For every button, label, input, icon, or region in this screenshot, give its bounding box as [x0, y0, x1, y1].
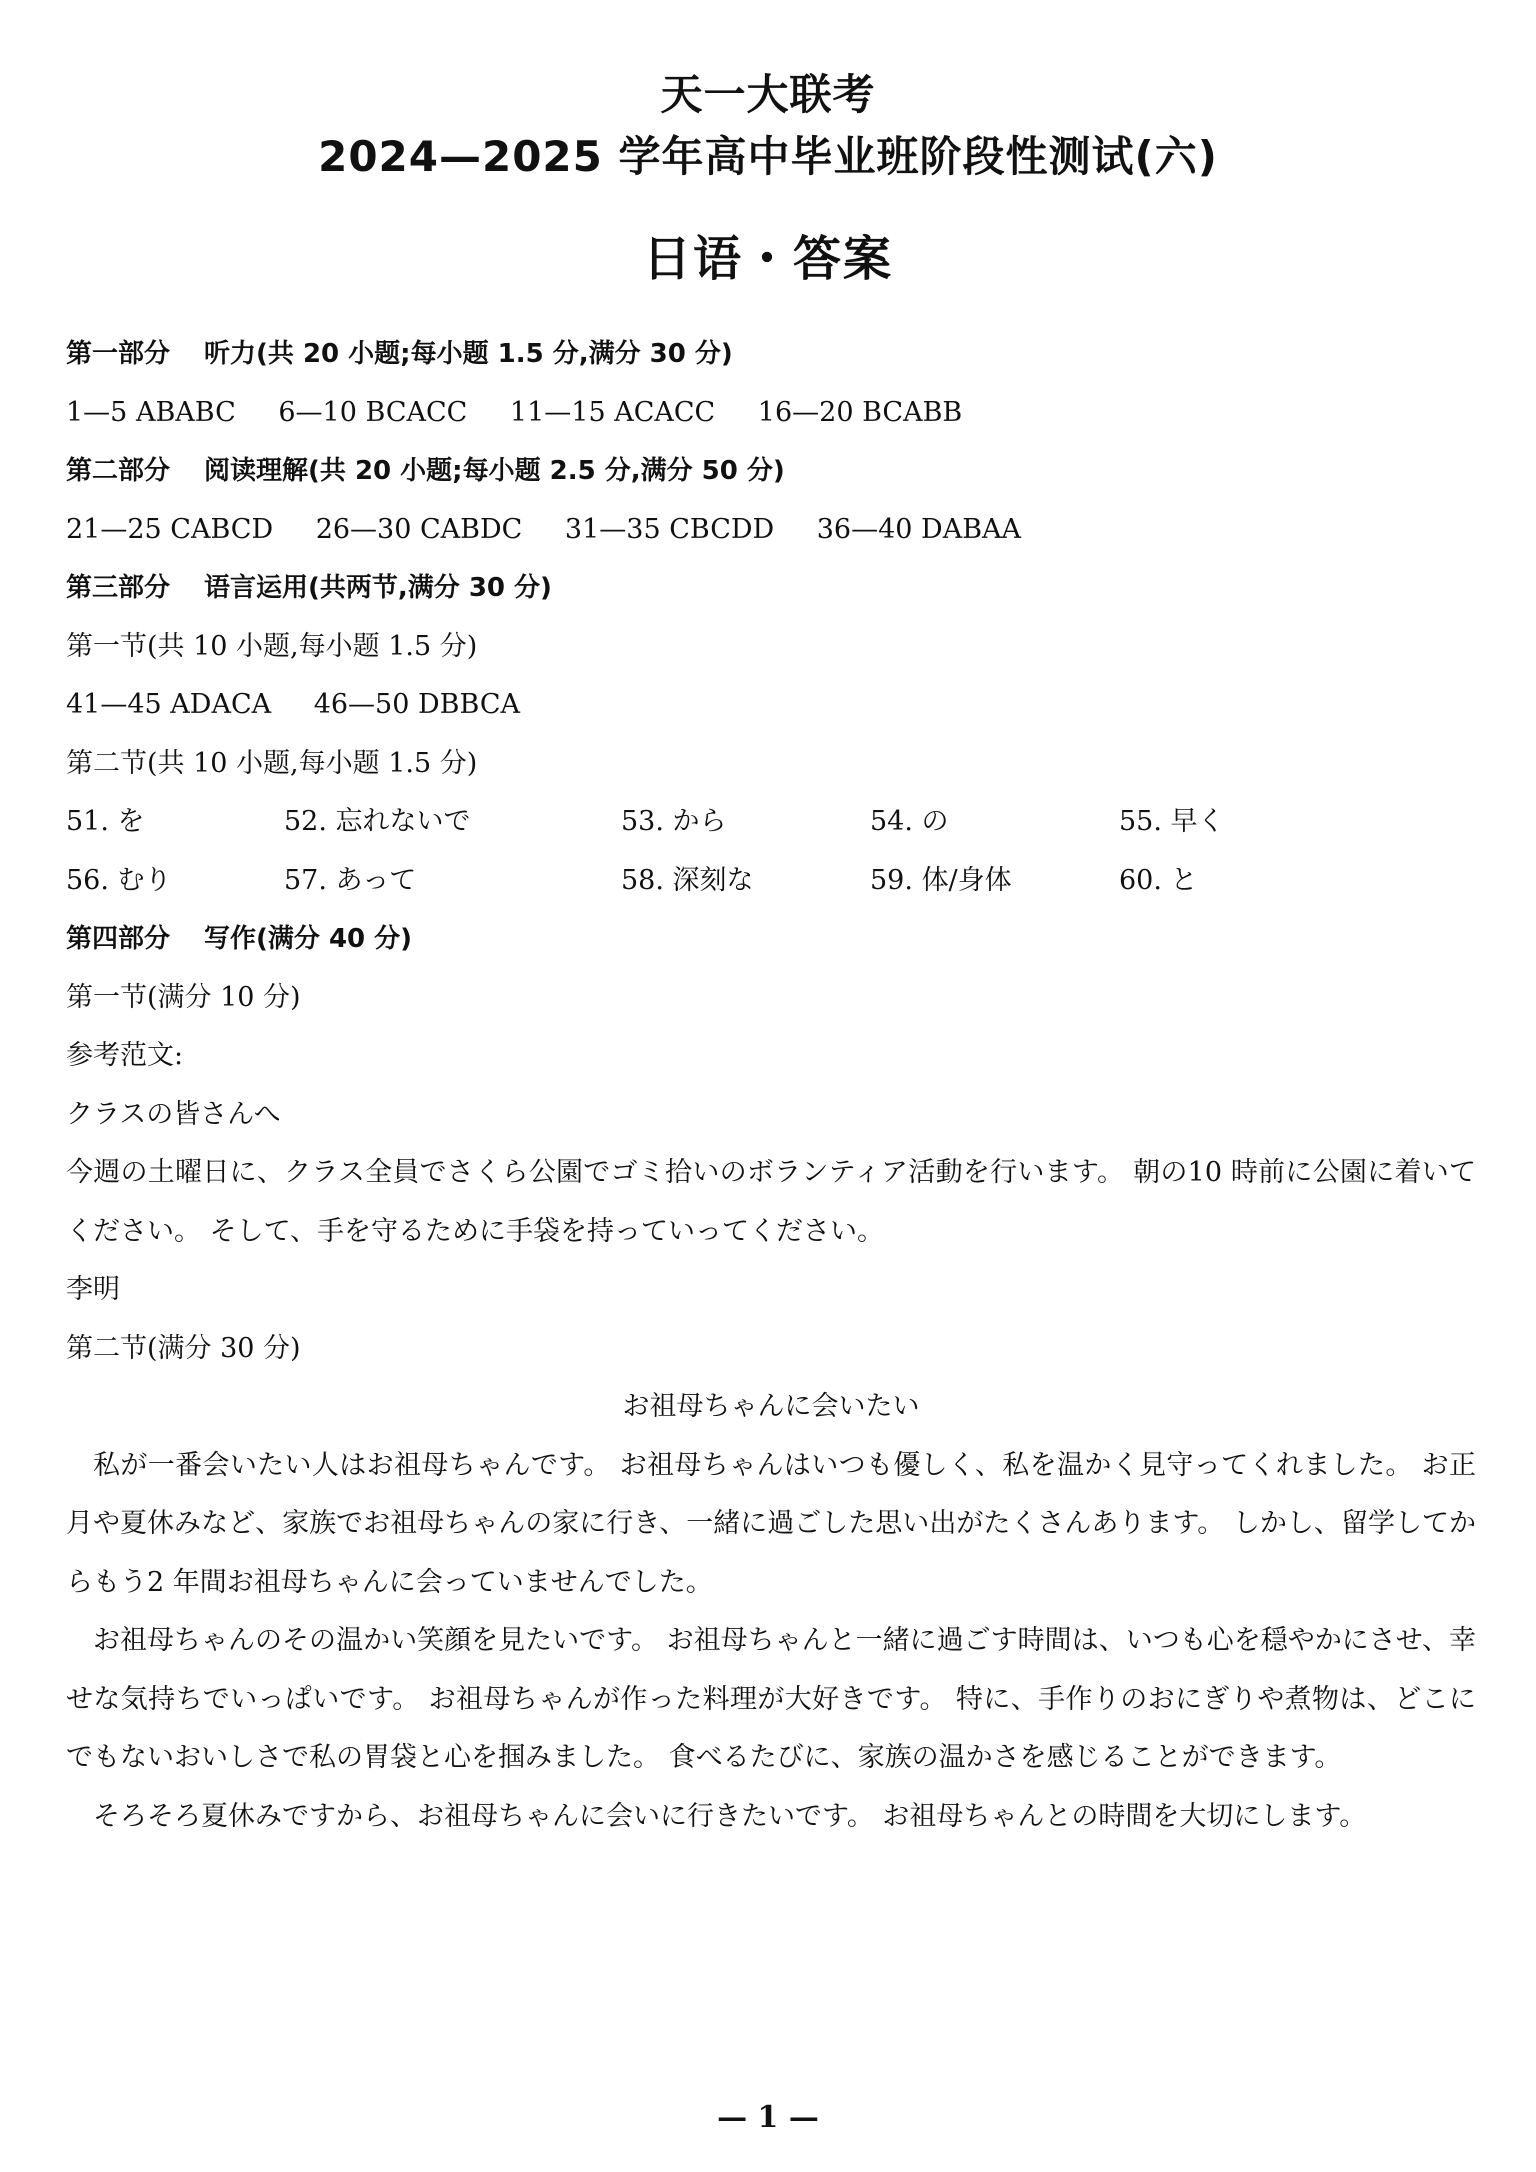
- part1-answers: [66, 384, 1476, 443]
- part4-title: 写作(满分 40 分): [204, 924, 413, 954]
- part3-title: 语言运用(共两节,满分 30 分): [204, 573, 552, 603]
- page-number: — 1 —: [717, 2100, 819, 2135]
- letter-body: 今週の土曜日に、クラス全員でさくら公園でゴミ拾いのボランティア活動を行います。 朝の10 時前に公園に着いてください。 そして、手を守るために手袋を持っていってください。: [66, 1157, 1476, 1247]
- part2-number: 第二部分: [66, 456, 171, 486]
- answer-group: 6—10 BCACC: [278, 396, 468, 428]
- answer-content: [66, 325, 1476, 1846]
- answer-group: 36—40 DABAA: [816, 513, 1022, 545]
- fill-answer: 55. 早く: [1119, 806, 1225, 837]
- answer-group: 1—5 ABABC: [66, 396, 236, 428]
- part2-answers: [66, 501, 1476, 560]
- part1-number: 第一部分: [66, 339, 171, 369]
- fill-answer: 52. 忘れないで: [284, 806, 471, 837]
- essay-paragraph: お祖母ちゃんのその温かい笑顔を見たいです。 お祖母ちゃんと一緒に過ごす時間は、いつも心を穏やかにさせ、幸せな気持ちでいっぱいです。 お祖母ちゃんが作った料理が大好きです。 特に、手作りのおにぎりや煮物は、どこにでもないおいしさで私の胃袋と心を掴みました。 食べるたびに、家族の温かさを感じることができます。: [66, 1625, 1476, 1773]
- part1-title: 听力(共 20 小题;每小题 1.5 分,满分 30 分): [204, 339, 733, 369]
- fill-answer: 57. あって: [284, 864, 417, 896]
- fill-answer: 54. の: [870, 806, 949, 837]
- part4-section1-title: 第一节(满分 10 分): [66, 981, 301, 1013]
- part2-heading: [66, 442, 1476, 501]
- exam-organizer-title: 天一大联考: [660, 70, 876, 119]
- subject-title: 日语・答案: [642, 231, 893, 287]
- fill-answer: 59. 体/身体: [870, 864, 1012, 896]
- part3-section2-row1: [66, 793, 1476, 852]
- answer-group: 31—35 CBCDD: [564, 513, 775, 545]
- part4-heading: [66, 910, 1476, 969]
- answer-group: 41—45 ADACA: [66, 689, 272, 720]
- sample-label: 参考范文:: [66, 1040, 184, 1071]
- answer-group: 21—25 CABCD: [66, 513, 274, 545]
- essay-paragraph: 私が一番会いたい人はお祖母ちゃんです。 お祖母ちゃんはいつも優しく、私を温かく見守ってくれました。 お正月や夏休みなど、家族でお祖母ちゃんの家に行き、一緒に過ごした思い出がたくさんあります。 しかし、留学してからもう2 年間お祖母ちゃんに会っていませんでした。: [66, 1449, 1476, 1598]
- answer-group: 26—30 CABDC: [315, 513, 523, 545]
- part2-title: 阅读理解(共 20 小题;每小题 2.5 分,满分 50 分): [204, 456, 785, 486]
- part3-heading: [66, 559, 1476, 618]
- part3-section1-answers: [66, 676, 1476, 735]
- exam-name-title: 2024—2025 学年高中毕业班阶段性测试(六): [318, 132, 1218, 181]
- answer-group: 11—15 ACACC: [509, 396, 716, 428]
- essay-title: お祖母ちゃんに会いたい: [622, 1391, 920, 1422]
- part3-section1-title: 第一节(共 10 小题,每小题 1.5 分): [66, 630, 478, 662]
- part4-number: 第四部分: [66, 924, 171, 954]
- part3-number: 第三部分: [66, 573, 171, 603]
- essay-paragraph: そろそろ夏休みですから、お祖母ちゃんに会いに行きたいです。 お祖母ちゃんとの時間を大切にします。: [93, 1800, 1367, 1832]
- part1-heading: [66, 325, 1476, 384]
- letter-signature: 李明: [66, 1274, 120, 1305]
- fill-answer: 56. むり: [66, 864, 172, 896]
- part3-section2-row2: [66, 852, 1476, 911]
- fill-answer: 51. を: [66, 806, 145, 837]
- fill-answer: 53. から: [621, 806, 727, 837]
- fill-answer: 58. 深刻な: [621, 864, 754, 896]
- letter-salutation: クラスの皆さんへ: [66, 1098, 281, 1130]
- fill-answer: 60. と: [1119, 864, 1198, 896]
- answer-group: 16—20 BCABB: [757, 396, 963, 428]
- part4-section2-title: 第二节(满分 30 分): [66, 1332, 301, 1364]
- answer-group: 46—50 DBBCA: [313, 689, 520, 720]
- part3-section2-title: 第二节(共 10 小题,每小题 1.5 分): [66, 747, 478, 779]
